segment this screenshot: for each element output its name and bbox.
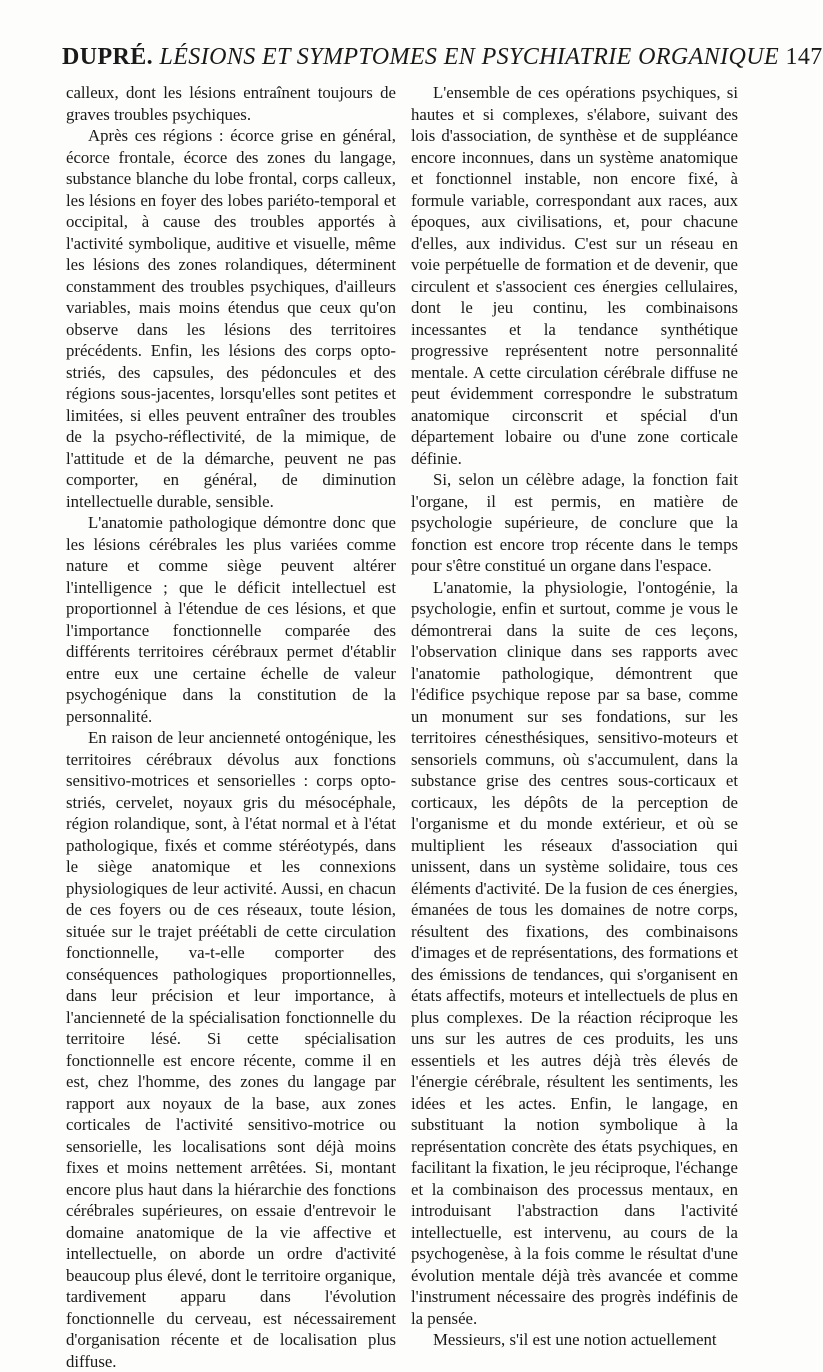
left-column bbox=[66, 82, 396, 1372]
paragraph-continued: calleux, dont les lésions entraînent toujours de graves troubles psychiques. bbox=[66, 83, 396, 124]
paragraph: L'ensemble de ces opérations psychiques, si hautes et si complexes, s'élabore, suivant des lois d'association, de synthèse et de suppléance encore inconnues, dans un système anatomique et fonctionnel instable, non encore fixé, à formule variable, correspondant aux races, aux époques, aux civilisations, et, pour chacune d'elles, aux individus. C'est sur un réseau en voie perpétuelle de formation et de devenir, que circulent et s'associent ces énergies cellulaires, dont le jeu continu, les combinaisons incessantes et la tendance synthétique progressive représentent notre personnalité mentale. A cette circulation cérébrale diffuse ne peut évidemment correspondre le substratum anatomique circonscrit et spécial d'un département lobaire ou d'une zone corticale définie. bbox=[411, 83, 738, 468]
paragraph: Messieurs, s'il est une notion actuellement bbox=[433, 1330, 717, 1349]
header-title: LÉSIONS ET SYMPTOMES EN PSYCHIATRIE ORGANIQUE bbox=[159, 44, 780, 70]
paragraph: Si, selon un célèbre adage, la fonction fait l'organe, il est permis, en matière de psychologie supérieure, de conclure que la fonction est encore trop récente dans le temps pour s'être constitué un organe dans l'espace. bbox=[411, 470, 738, 575]
page-number: 147 bbox=[785, 44, 823, 70]
paragraph: Après ces régions : écorce grise en général, écorce frontale, écorce des zones du langage, substance blanche du lobe frontal, corps calleux, les lésions en foyer des lobes pariéto-temporal et occipital, à cause des troubles apportés à l'activité symbolique, auditive et visuelle, même les lésions des zones rolandiques, déterminent constamment des troubles psychiques, d'ailleurs variables, mais moins étendus que ceux qu'on observe dans les lésions des territoires précédents. Enfin, les lésions des corps opto-striés, des capsules, des pédoncules et des régions sous-jacentes, lorsqu'elles sont petites et limitées, si elles peuvent entraîner des troubles de la psycho-réflectivité, de la mimique, de l'attitude et de la démarche, peuvent ne pas comporter, en général, de diminution intellectuelle durable, sensible. bbox=[66, 126, 396, 511]
right-column bbox=[411, 82, 738, 1351]
paragraph: L'anatomie, la physiologie, l'ontogénie, la psychologie, enfin et surtout, comme je vous le démontrerai dans la suite de ces leçons, l'observation clinique dans ses rapports avec l'anatomie pathologique, démontrent que l'édifice psychique repose par sa base, comme un monument sur ses fondations, sur les territoires cénesthésiques, sensitivo-moteurs et sensoriels communs, où s'accumulent, dans la substance grise des centres sous-corticaux et corticaux, les dépôts de la perception de l'organisme et du monde extérieur, et où se multiplient les réseaux d'association qui unissent, dans un système solidaire, tous ces éléments d'activité. De la fusion de ces énergies, émanées de tous les domaines de notre corps, résultent des fixations, des combinaisons d'images et de représentations, des formations et des émissions de tendances, qui s'organisent en états affectifs, moteurs et intellectuels de plus en plus complexes. De la réaction réciproque les uns sur les autres de ces produits, les uns essentiels et les autres déjà très élevés de l'énergie cérébrale, résultent les sentiments, les idées et les actes. Enfin, le langage, en substituant la notion symbolique à la représentation concrète des états psychiques, en facilitant la fixation, le jeu réciproque, l'échange et la combinaison des processus mentaux, en introduisant l'abstraction dans l'activité intellectuelle, est intervenu, au cours de la psychogenèse, à la fois comme le résultat d'une évolution mentale déjà très avancée et comme l'instrument nécessaire des progrès indéfinis de la pensée. bbox=[411, 577, 738, 1328]
paragraph: En raison de leur ancienneté ontogénique, les territoires cérébraux dévolus aux fonctions sensitivo-motrices et sensorielles : corps opto-striés, cervelet, noyaux gris du mésocéphale, région rolandique, sont, à l'état normal et à l'état pathologique, fixés et comme stéréotypés, dans le siège anatomique et les connexions physiologiques de leur activité. Aussi, en chacun de ces foyers ou de ces réseaux, toute lésion, située sur le trajet préétabli de cette circulation fonctionnelle, va-t-elle comporter des conséquences pathologiques proportionnelles, dans leur précision et leur importance, à l'ancienneté de la spécialisation fonctionnelle du territoire lésé. Si cette spécialisation fonctionnelle est encore récente, comme il en est, chez l'homme, des zones du langage par rapport aux noyaux de la base, aux zones corticales de l'activité sensitivo-motrice ou sensorielle, les localisations sont déjà moins fixes et moins nettement arrêtées. Si, montant encore plus haut dans la hiérarchie des fonctions cérébrales supérieures, on essaie d'entrevoir le domaine anatomique de la vie affective et intellectuelle, on aborde un ordre d'activité beaucoup plus élevé, dont le territoire organique, tardivement apparu dans l'évolution fonctionnelle du cerveau, est nécessairement d'organisation récente et de localisation plus diffuse. bbox=[66, 728, 396, 1371]
header-author: DUPRÉ. bbox=[62, 44, 154, 70]
running-header bbox=[62, 42, 823, 72]
paragraph: L'anatomie pathologique démontre donc que les lésions cérébrales les plus variées comme nature et comme siège peuvent altérer l'intelligence ; que le déficit intellectuel est proportionnel à l'étendue de ces lésions, et que l'importance fonctionnelle comparée des différents territoires cérébraux permet d'établir entre eux une certaine échelle de valeur psychogénique dans la constitution de la personnalité. bbox=[66, 513, 396, 726]
